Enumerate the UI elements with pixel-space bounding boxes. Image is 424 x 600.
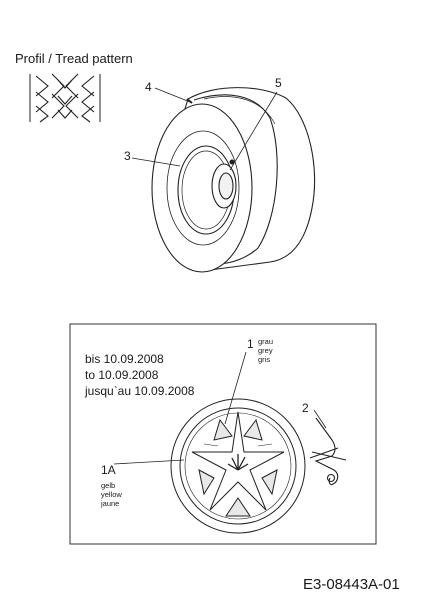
- tire-assembly: [152, 88, 315, 272]
- date-note-de: bis 10.09.2008: [85, 352, 164, 366]
- callout-1a: 1A: [101, 463, 116, 477]
- color-yellow-de: gelb: [101, 481, 116, 490]
- color-yellow-fr: jaune: [101, 499, 120, 508]
- hubcap-illustration: [171, 399, 305, 533]
- color-grey-en: grey: [258, 346, 273, 355]
- callout-5: 5: [275, 76, 282, 90]
- callout-4: 4: [145, 80, 152, 94]
- date-note-en: to 10.09.2008: [85, 368, 159, 382]
- color-grey-de: grau: [258, 337, 274, 346]
- drawing-code: E3-08443A-01: [303, 576, 400, 593]
- color-grey-fr: gris: [258, 355, 271, 364]
- callout-2: 2: [302, 401, 309, 415]
- color-yellow-labels: [101, 481, 122, 508]
- tread-pattern-illustration: [30, 74, 100, 122]
- date-note-fr: jusqu`au 10.09.2008: [85, 384, 195, 398]
- color-grey-labels: [258, 337, 273, 364]
- color-yellow-en: yellow: [101, 490, 122, 499]
- tread-pattern-title: Profil / Tread pattern: [15, 51, 133, 66]
- callout-1: 1: [247, 337, 254, 351]
- callout-3: 3: [124, 149, 131, 163]
